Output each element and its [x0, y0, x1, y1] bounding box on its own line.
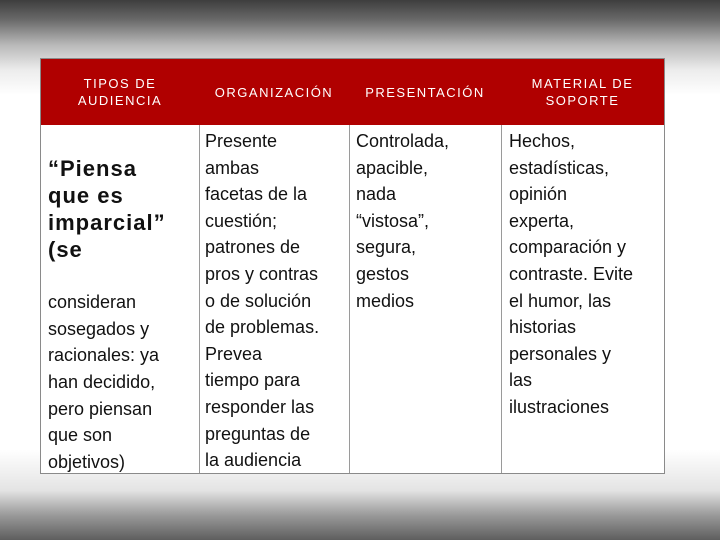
audience-description: consideran sosegados y racionales: ya han decidido, pero piensan que son objetivos): [48, 292, 160, 472]
column-divider: [349, 125, 350, 473]
cell-material-de-soporte: Hechos, estadísticas, opinión experta, comparación y contraste. Evite el humor, las historias personales y las ilustraciones: [509, 131, 634, 417]
cell-tipos-de-audiencia: [48, 128, 198, 502]
header-organizacion: ORGANIZACIÓN: [214, 84, 334, 100]
column-divider: [501, 125, 502, 473]
header-presentacion: PRESENTACIÓN: [365, 84, 485, 100]
column-divider: [199, 125, 200, 473]
header-material-de-soporte: MATERIAL DE SOPORTE: [531, 76, 634, 108]
header-tipos-de-audiencia: TIPOS DE AUDIENCIA: [77, 76, 163, 108]
cell-presentacion: Controlada, apacible, nada “vistosa”, segura, gestos medios: [356, 131, 450, 311]
table-header-row: [41, 59, 664, 125]
cell-organizacion: Presente ambas facetas de la cuestión; patrones de pros y contras o de solución de problemas. Prevea tiempo para responder las preguntas de la audiencia: [205, 131, 320, 471]
audience-quote: “Piensa que es imparcial” (se: [48, 155, 166, 262]
audience-table: [40, 58, 665, 474]
